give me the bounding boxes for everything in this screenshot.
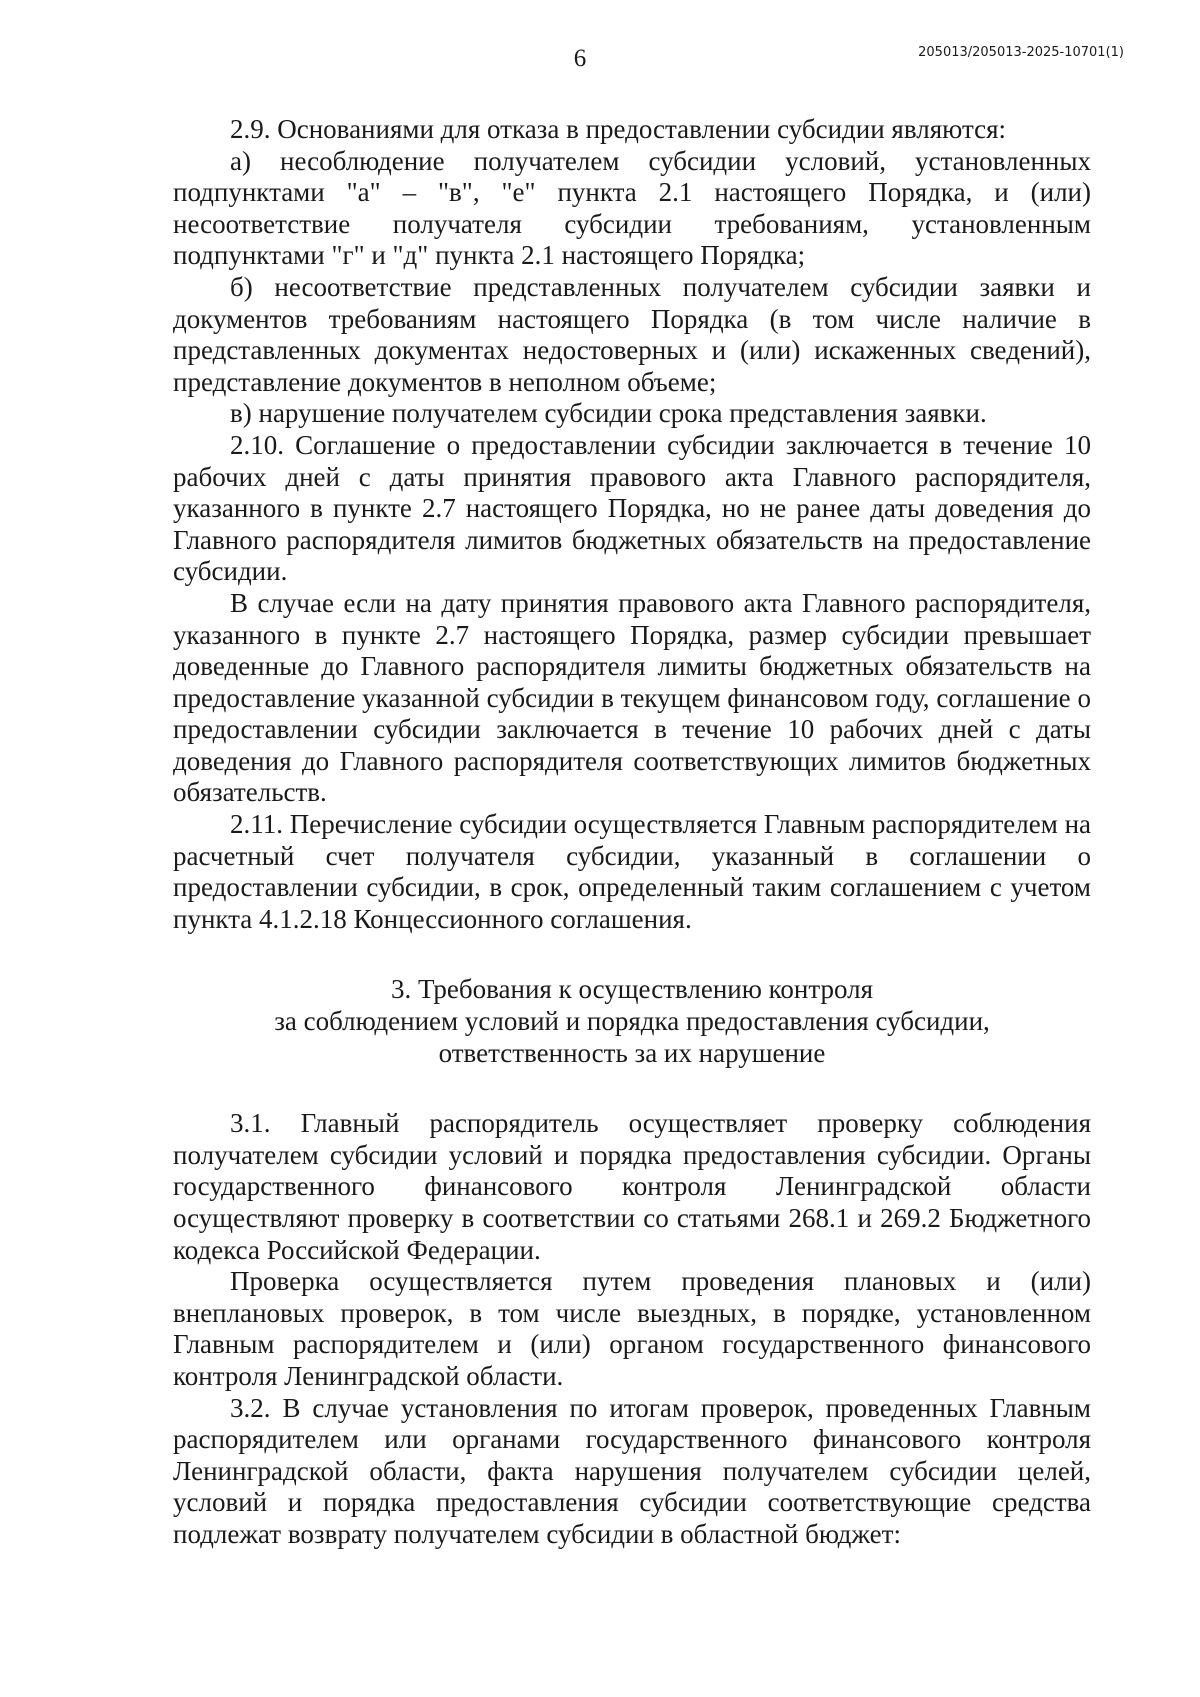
paragraph-2-10-cont: В случае если на дату принятия правового акта Главного распорядителя, указанного в пункте 2.7 настоящего Порядка, размер субсидии превышает доведенные до Главного распорядителя лимиты бюджетных обязательств на предоставление указанной субсидии в текущем финансовом году, соглашение о предоставлении субсидии заключается в течение 10 рабочих дней с даты доведения до Главного распорядителя соответствующих лимитов бюджетных обязательств. [173,587,1091,808]
paragraph-2-9-v: в) нарушение получателем субсидии срока представления заявки. [230,398,987,429]
paragraph-2-11: 2.11. Перечисление субсидии осуществляется Главным распорядителем на расчетный счет получателя субсидии, указанный в соглашении о предоставлении субсидии, в срок, определенный таким соглашением с учетом пункта 4.1.2.18 Концессионного соглашения. [173,809,1091,934]
paragraph-3-2: 3.2. В случае установления по итогам проверок, проведенных Главным распорядителем или органами государственного финансового контроля Ленинградской области, факта нарушения получателем субсидии целей, условий и порядка предоставления субсидии соответствующие средства подлежат возврату получателем субсидии в областной бюджет: [173,1392,1091,1549]
paragraph-2-10: 2.10. Соглашение о предоставлении субсидии заключается в течение 10 рабочих дней с даты принятия правового акта Главного распорядителя, указанного в пункте 2.7 настоящего Порядка, но не ранее даты доведения до Главного распорядителя лимитов бюджетных обязательств на предоставление субсидии. [173,429,1091,587]
paragraph-2-9-a: а) несоблюдение получателем субсидии условий, установленных подпунктами "а" – "в", "е" пункта 2.1 настоящего Порядка, и (или) несоответствие получателя субсидии требованиям, установленным подпунктами "г" и "д" пункта 2.1 настоящего Порядка; [173,145,1091,271]
paragraph-2-9: 2.9. Основаниями для отказа в предоставлении субсидии являются: [230,114,1006,144]
document-id: 205013/205013-2025-10701(1) [918,45,1124,60]
page-number: 6 [573,45,587,72]
section-3-heading [173,974,1091,1069]
paragraph-3-1: 3.1. Главный распорядитель осуществляет проверку соблюдения получателем субсидии условий и порядка предоставления субсидии. Органы государственного финансового контроля Ленинградской области осуществляют проверку в соответствии со статьями 268.1 и 269.2 Бюджетного кодекса Российской Федерации. [173,1108,1091,1265]
section-heading-line: ответственность за их нарушение [438,1037,826,1068]
paragraph-2-9-b: б) несоответствие представленных получателем субсидии заявки и документов требованиям настоящего Порядка (в том числе наличие в представленных документах недостоверных и (или) искаженных сведений), представление документов в неполном объеме; [173,271,1091,397]
document-body [173,114,1091,1551]
paragraph-3-1-cont: Проверка осуществляется путем проведения плановых и (или) внеплановых проверок, в том числе выездных, в порядке, установленном Главным распорядителем и (или) органом государственного финансового контроля Ленинградской области. [173,1266,1091,1391]
section-heading-line: 3. Требования к осуществлению контроля [390,974,874,1005]
section-heading-line: за соблюдением условий и порядка предоставления субсидии, [274,1006,990,1037]
